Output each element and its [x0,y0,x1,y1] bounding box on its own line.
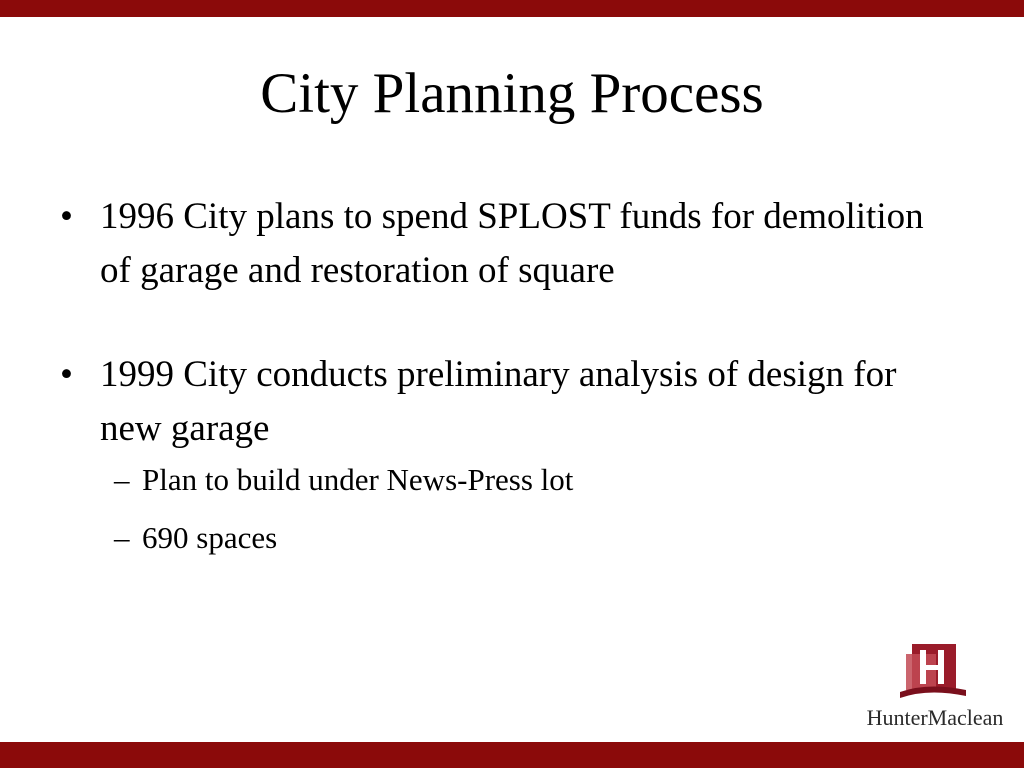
logo-wordmark: HunterMaclean [866,705,1004,730]
bullet-list [60,190,960,556]
hm-logo-icon [898,640,968,700]
bullet-text: 1996 City plans to spend SPLOST funds for demolition of garage and restoration of square [100,196,924,291]
bullet-item [60,190,960,298]
bullet-text: 1999 City conducts preliminary analysis of design for new garage [100,354,897,449]
sub-bullet-marker: – [114,462,130,497]
bottom-accent-bar [0,742,1024,768]
sub-bullet-text: Plan to build under News-Press lot [142,462,574,497]
top-accent-bar [0,0,1024,17]
sub-bullet-item [60,520,960,556]
bullet-marker: • [60,196,73,237]
sub-bullet-text: 690 spaces [142,520,278,555]
bullet-item [60,348,960,456]
sub-bullet-marker: – [114,520,130,555]
slide-title: City Planning Process [260,62,764,125]
huntermaclean-logo [852,640,1018,736]
sub-bullet-item [60,462,960,498]
bullet-marker: • [60,354,73,395]
